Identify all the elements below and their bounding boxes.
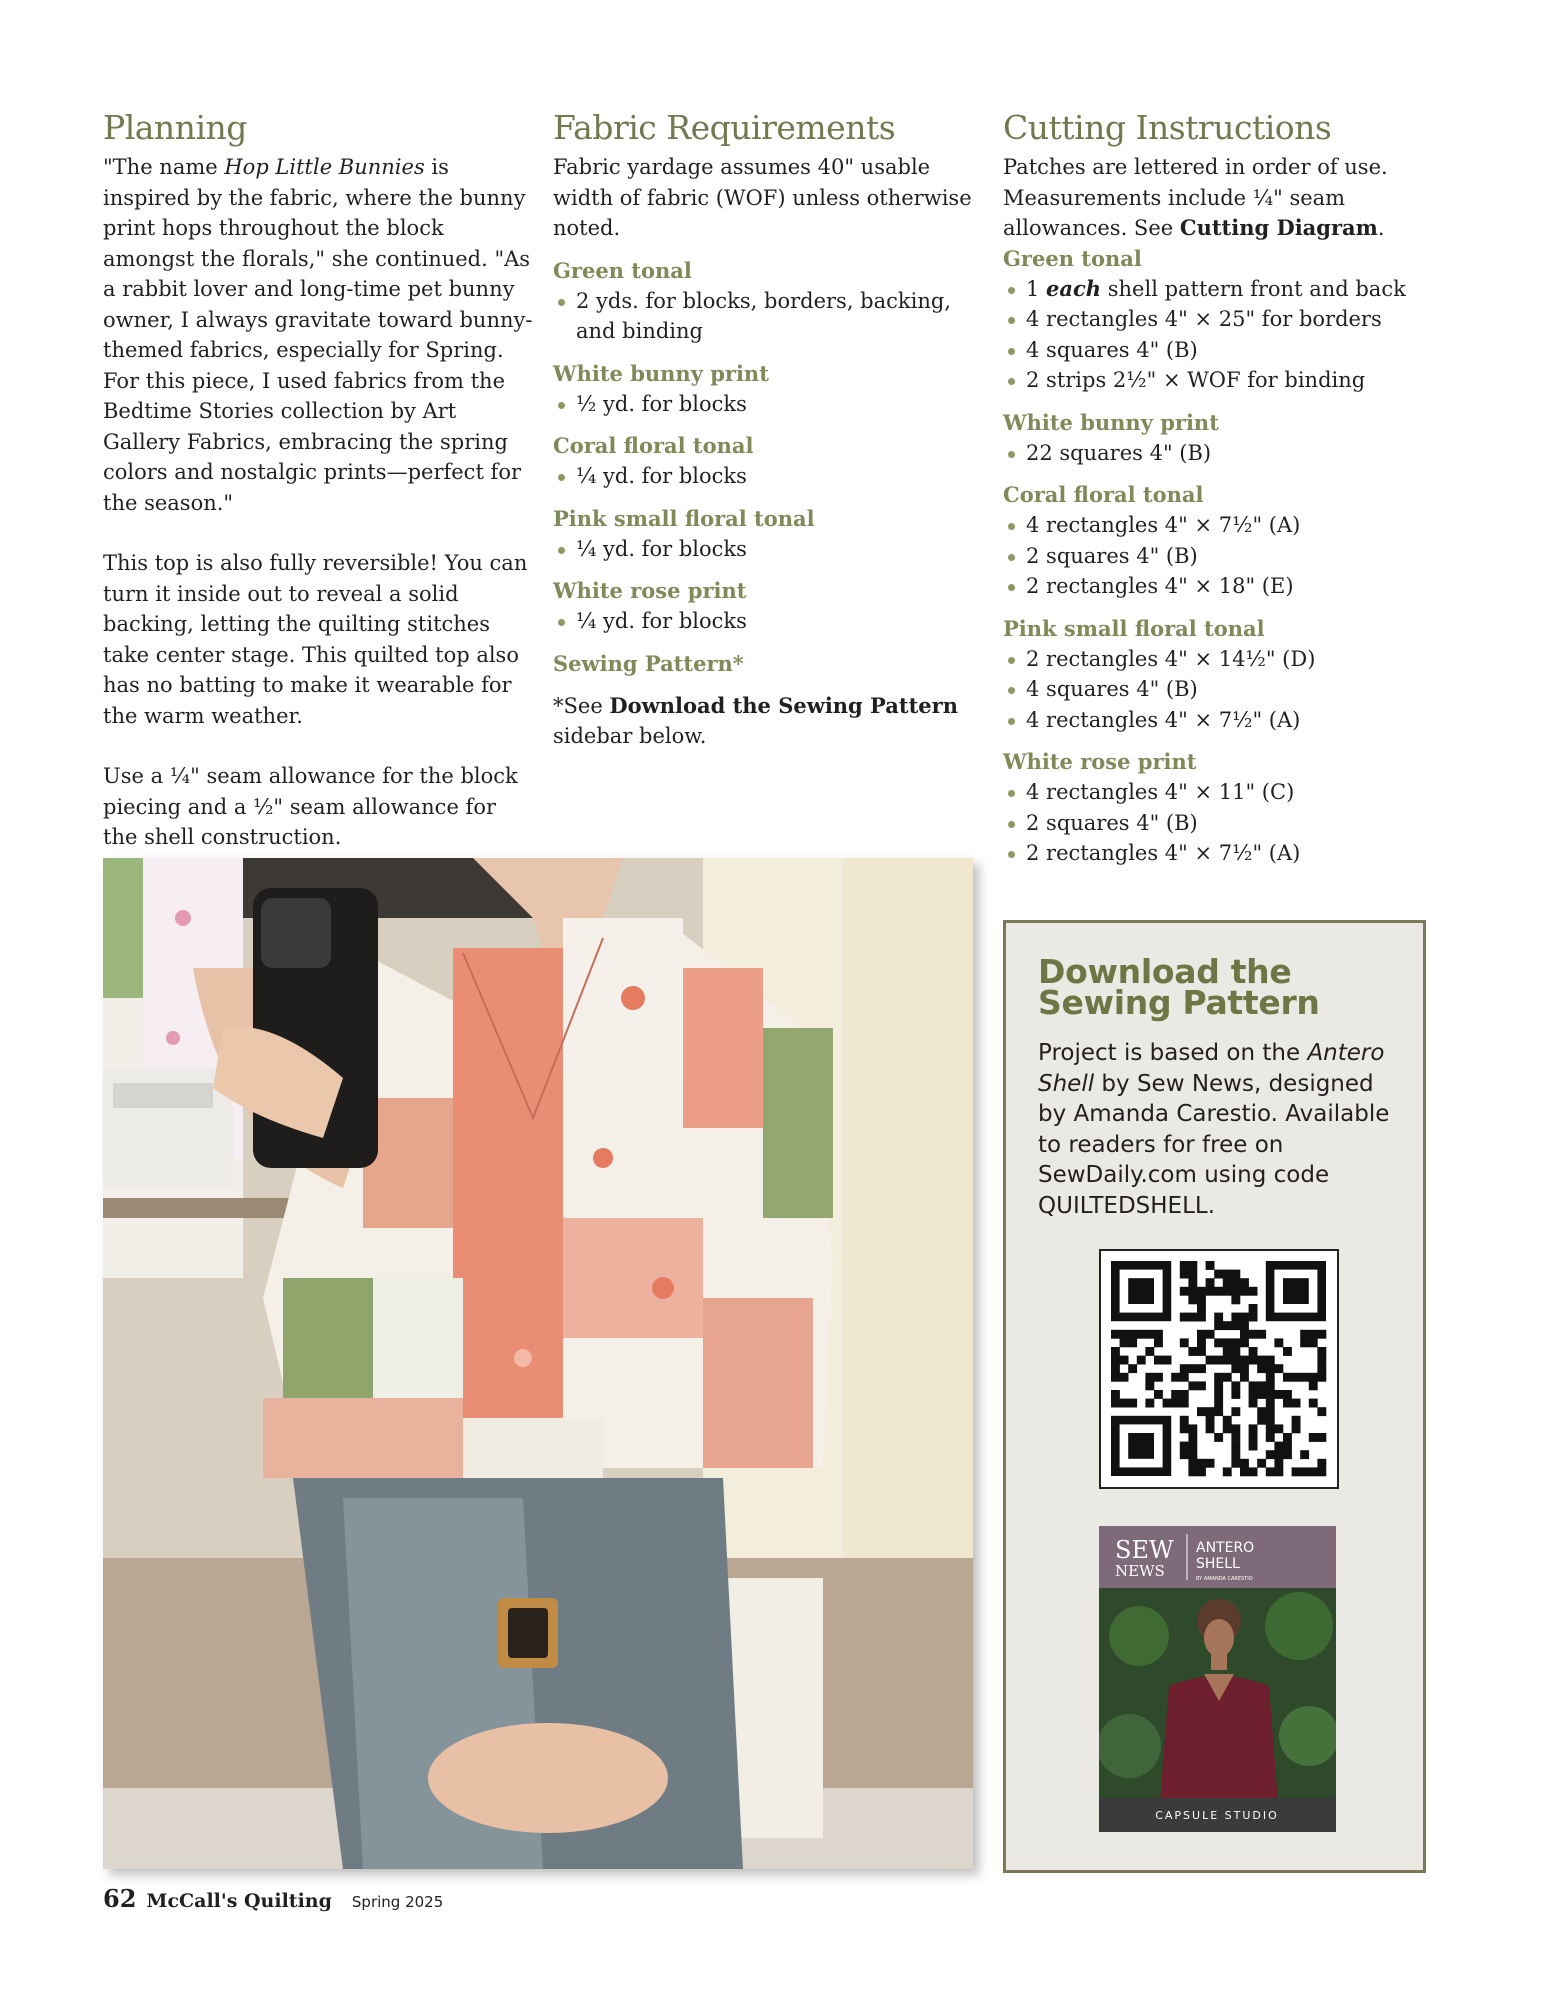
bullet-icon [558, 474, 565, 481]
fabric-group-list [553, 256, 993, 637]
page-number: 62 [103, 1884, 137, 1913]
group-subhead: Green tonal [553, 257, 692, 283]
list-item: 4 rectangles 4" × 7½" (A) [1003, 705, 1433, 736]
qr-code-icon[interactable] [1099, 1249, 1339, 1489]
bullet-icon [1008, 790, 1015, 797]
download-pattern-sidebar [1003, 920, 1426, 1873]
group-items [1003, 777, 1433, 869]
group-items [553, 389, 993, 420]
cutting-intro: Patches are lettered in order of use. Measurements include ¼" seam allowances. See Cutting Diagram. [1003, 155, 1388, 240]
group-subhead: Pink small floral tonal [553, 505, 815, 531]
bullet-icon [1008, 451, 1015, 458]
list-item: 2 squares 4" (B) [1003, 541, 1433, 572]
group-items [553, 286, 993, 347]
sewing-pattern-note: *See Download the Sewing Pattern sidebar below. [553, 692, 958, 748]
group-items [1003, 510, 1433, 602]
group-subhead: White rose print [1003, 749, 1197, 774]
group-items [553, 461, 993, 492]
fabric-requirements-column [553, 108, 993, 752]
cutting-instructions-column [1003, 108, 1433, 869]
qr-code-graphic [1101, 1251, 1337, 1487]
bullet-icon [1008, 348, 1015, 355]
planning-column [103, 108, 533, 853]
group-items [553, 606, 993, 637]
planning-paragraph-1: "The name Hop Little Bunnies is inspired by the fabric, where the bunny print hops throughout the block amongst the florals," she continued. "As a rabbit lover and long-time pet bunny owner, I always gravitate toward bunny-themed fabrics, especially for Spring. For this piece, I used fabrics from the Bedtime Stories collection by Art Gallery Fabrics, embracing the spring colors and nostalgic prints—perfect for the season." [103, 155, 533, 515]
list-item: 2 yds. for blocks, borders, backing, and binding [553, 286, 993, 347]
list-item: ¼ yd. for blocks [553, 534, 993, 565]
issue-label: Spring 2025 [351, 1893, 444, 1911]
list-item: 4 squares 4" (B) [1003, 674, 1433, 705]
group-subhead: White rose print [553, 578, 747, 603]
group-items [1003, 438, 1433, 469]
sewing-pattern-subhead: Sewing Pattern* [553, 650, 744, 676]
bullet-icon [1008, 317, 1015, 324]
list-item: ¼ yd. for blocks [553, 606, 993, 637]
list-item: ½ yd. for blocks [553, 389, 993, 420]
bullet-icon [558, 619, 565, 626]
bullet-icon [558, 547, 565, 554]
planning-paragraph-2: This top is also fully reversible! You can turn it inside out to reveal a solid backing, letting the quilting stitches take center stage. This quilted top also has no batting to make it wearable for the warm weather. [103, 551, 528, 728]
cutting-group-list [1003, 408, 1433, 869]
pattern-cover-image [1099, 1526, 1336, 1832]
cover-title-line-2: SHELL [1196, 1556, 1240, 1572]
cutting-group-name: Green tonal [1003, 245, 1142, 271]
list-item: 22 squares 4" (B) [1003, 438, 1433, 469]
photo-illustration [103, 858, 973, 1869]
list-item: 2 rectangles 4" × 7½" (A) [1003, 838, 1433, 869]
cover-byline: BY AMANDA CARESTIO [1196, 1576, 1253, 1582]
cover-brand-bottom: NEWS [1115, 1562, 1165, 1580]
list-item: 4 rectangles 4" × 7½" (A) [1003, 510, 1433, 541]
group-subhead: White bunny print [553, 360, 769, 386]
cutting-instructions-heading: Cutting Instructions [1003, 108, 1332, 147]
bullet-icon [1008, 523, 1015, 530]
planning-heading: Planning [103, 108, 247, 147]
bullet-icon [1008, 718, 1015, 725]
fabric-intro: Fabric yardage assumes 40" usable width of fabric (WOF) unless otherwise noted. [553, 155, 972, 240]
list-item: 2 strips 2½" × WOF for binding [1003, 365, 1433, 396]
page-footer [103, 1884, 443, 1914]
cover-title-line-1: ANTERO [1196, 1540, 1255, 1556]
list-item: 2 squares 4" (B) [1003, 808, 1433, 839]
list-item: 4 squares 4" (B) [1003, 335, 1433, 366]
planning-paragraph-3: Use a ¼" seam allowance for the block piecing and a ½" seam allowance for the shell construction. [103, 764, 518, 849]
bullet-icon [1008, 554, 1015, 561]
list-item: 4 rectangles 4" × 11" (C) [1003, 777, 1433, 808]
bullet-icon [1008, 657, 1015, 664]
group-subhead: Coral floral tonal [553, 433, 754, 458]
sidebar-heading: Download the Sewing Pattern [1038, 952, 1320, 1022]
fabric-requirements-heading: Fabric Requirements [553, 108, 896, 147]
list-item: 2 rectangles 4" × 18" (E) [1003, 571, 1433, 602]
magazine-name: McCall's Quilting [146, 1890, 332, 1912]
sidebar-text: Project is based on the Antero Shell by Sew News, designed by Amanda Carestio. Available to readers for free on SewDaily.com using code QUILTEDSHELL. [1038, 1040, 1390, 1219]
list-item: 2 rectangles 4" × 14½" (D) [1003, 644, 1433, 675]
bullet-icon [1008, 378, 1015, 385]
bullet-icon [1008, 851, 1015, 858]
list-item: 4 rectangles 4" × 25" for borders [1003, 304, 1433, 335]
bullet-icon [1008, 287, 1015, 294]
group-items [1003, 644, 1433, 736]
bullet-icon [1008, 584, 1015, 591]
list-item: ¼ yd. for blocks [553, 461, 993, 492]
group-subhead: Pink small floral tonal [1003, 615, 1265, 641]
cover-brand-top: SEW [1115, 1536, 1174, 1564]
list-item: 1 each shell pattern front and back [1003, 274, 1433, 305]
group-subhead: White bunny print [1003, 409, 1219, 435]
bullet-icon [558, 402, 565, 409]
bullet-icon [1008, 687, 1015, 694]
bullet-icon [558, 299, 565, 306]
bullet-icon [1008, 821, 1015, 828]
cover-footer: CAPSULE STUDIO [1155, 1809, 1279, 1822]
quilted-top-photo [103, 858, 973, 1869]
cover-illustration [1099, 1526, 1336, 1832]
group-subhead: Coral floral tonal [1003, 482, 1204, 507]
cutting-group-items [1003, 274, 1433, 396]
group-items [553, 534, 993, 565]
